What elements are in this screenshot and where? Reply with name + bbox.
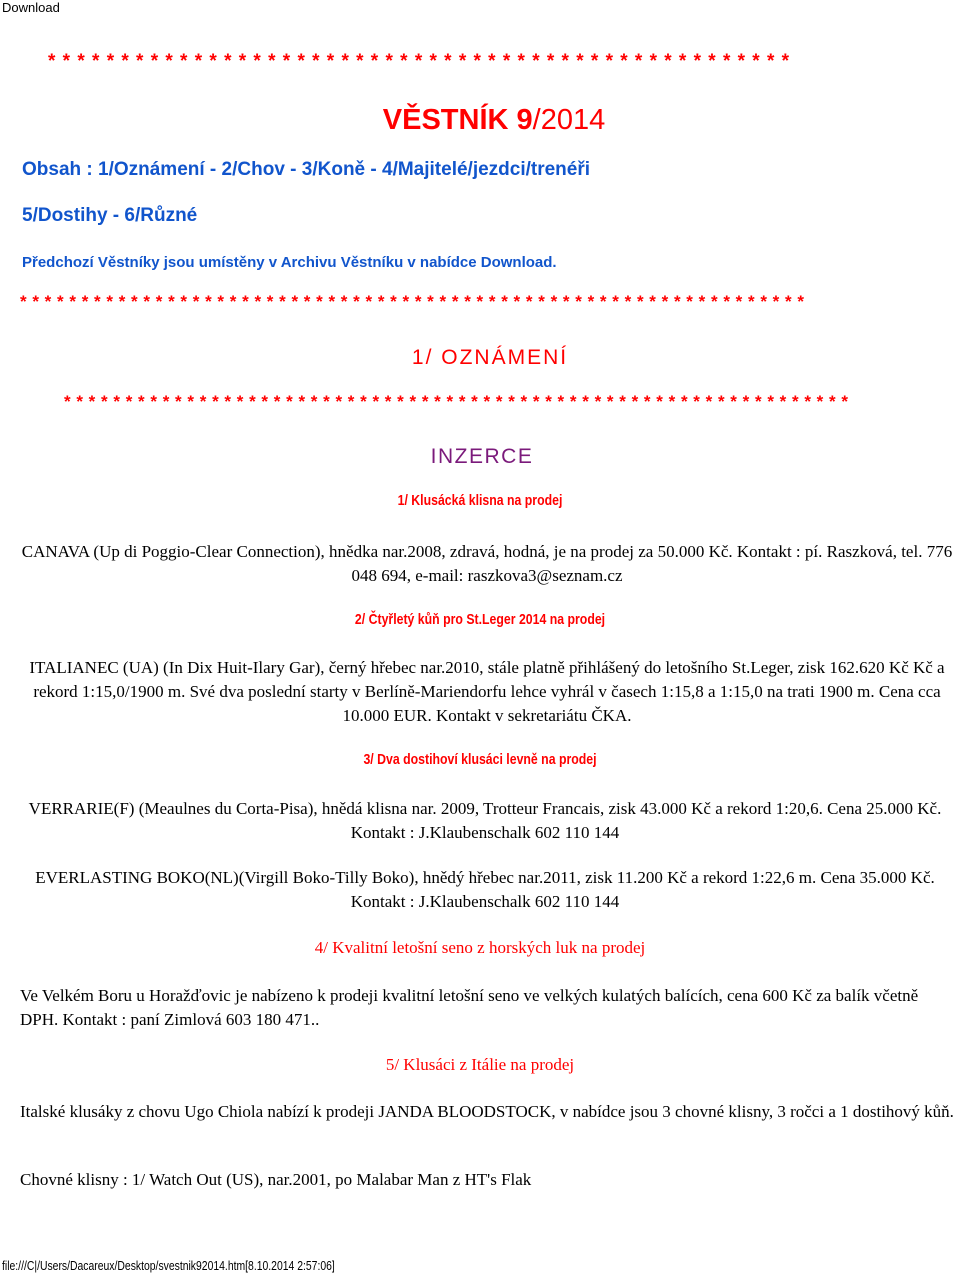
star-divider-section: * * * * * * * * * * * * * * * * * * * * * * * * * * * * * * * * * * * * * * * * * * * * * * * * * * * * * * * * * * * * * * * * <box>64 392 849 411</box>
ad-text-3b: EVERLASTING BOKO(NL)(Virgill Boko-Tilly Boko), hnědý hřebec nar.2011, zisk 11.200 Kč a rekord 1:22,6 m. Cena 35.000 Kč. Kontakt : J.Klaubenschalk 602 110 144 <box>35 868 935 911</box>
ad-text-4: Ve Velkém Boru u Horažďovic je nabízeno k prodeji kvalitní letošní seno ve velkých kulatých balících, cena 600 Kč za balík včetně DPH. Kontakt : paní Zimlová 603 180 471.. <box>20 986 919 1029</box>
download-link[interactable]: Download <box>2 0 60 15</box>
inzerce-title: INZERCE <box>430 445 534 468</box>
ad-heading-5: 5/ Klusáci z Itálie na prodej <box>385 1055 575 1074</box>
title-bold: VĚSTNÍK 9 <box>382 104 533 136</box>
file-path-footer: file:///C|/Users/Dacareux/Desktop/svestnik92014.htm[8.10.2014 2:57:06] <box>2 1258 335 1273</box>
ad-heading-4: 4/ Kvalitní letošní seno z horských luk na prodej <box>314 938 646 957</box>
star-divider-middle: * * * * * * * * * * * * * * * * * * * * * * * * * * * * * * * * * * * * * * * * * * * * * * * * * * * * * * * * * * * * * * * * <box>20 292 805 311</box>
ad-text-3a: VERRARIE(F) (Meaulnes du Corta-Pisa), hnědá klisna nar. 2009, Trotteur Francais, zisk 43.000 Kč a rekord 1:20,6. Cena 25.000 Kč. Kontakt : J.Klaubenschalk 602 110 144 <box>28 799 942 842</box>
page-title <box>0 104 960 137</box>
ad-text-5b: Chovné klisny : 1/ Watch Out (US), nar.2001, po Malabar Man z HT's Flak <box>20 1170 532 1189</box>
ad-text-1: CANAVA (Up di Poggio-Clear Connection), hnědka nar.2008, zdravá, hodná, je na prodej za 50.000 Kč. Kontakt : pí. Raszková, tel. 776 048 694, e-mail: raszkova3@seznam.cz <box>21 542 953 585</box>
ad-heading-1: 1/ Klusácká klisna na prodej <box>397 492 563 509</box>
previous-issues-note: Předchozí Věstníky jsou umístěny v Archivu Věstníku v nabídce Download. <box>22 254 557 271</box>
section-title: 1/ OZNÁMENÍ <box>411 346 569 369</box>
ad-text-5a: Italské klusáky z chovu Ugo Chiola nabízí k prodeji JANDA BLOODSTOCK, v nabídce jsou 3 chovné klisny, 3 ročci a 1 dostihový kůň. <box>20 1102 954 1121</box>
ad-heading-3: 3/ Dva dostihoví klusáci levně na prodej <box>363 751 597 768</box>
ad-heading-2: 2/ Čtyřletý kůň pro St.Leger 2014 na prodej <box>354 611 606 628</box>
title-year: /2014 <box>532 104 606 136</box>
table-of-contents-line-1: Obsah : 1/Oznámení - 2/Chov - 3/Koně - 4/Majitelé/jezdci/trenéři <box>22 159 591 180</box>
ad-text-2: ITALIANEC (UA) (In Dix Huit-Ilary Gar), černý hřebec nar.2010, stále platně přihlášený do letošního St.Leger, zisk 162.620 Kč Kč a rekord 1:15,0/1900 m. Své dva poslední starty v Berlíně-Mariendorfu lehce vyhrál v časech 1:15,8 a 1:15,0 na trati 1900 m. Cena cca 10.000 EUR. Kontakt v sekretariátu ČKA. <box>29 658 945 725</box>
table-of-contents-line-2: 5/Dostihy - 6/Různé <box>22 205 198 226</box>
star-divider-top: * * * * * * * * * * * * * * * * * * * * * * * * * * * * * * * * * * * * * * * * * * * * * * * * * * * <box>48 51 790 72</box>
